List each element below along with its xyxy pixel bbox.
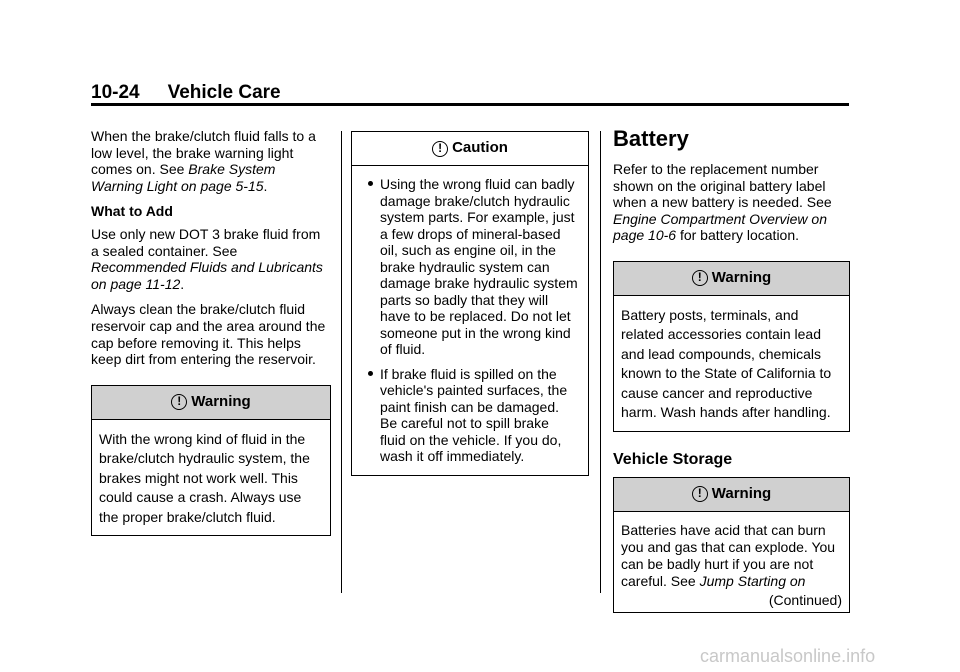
section-title: Vehicle Care: [167, 82, 281, 103]
jump-starting-ref: Jump Starting on: [699, 572, 806, 589]
caution-bullet-2: If brake fluid is spilled on the vehicle's painted surfaces, the paint finish can be damaged. Be careful not to spill brake fluid on the vehicle. If you do, wash it off immediately.: [362, 366, 578, 465]
battery-paragraph: Refer to the replacement number shown on the original battery label when a new battery is needed. See Engine Compartment Overview on page 10-6 for battery location.: [613, 161, 832, 244]
warning-body: Battery posts, terminals, and related accessories contain lead and lead compounds, chemicals known to the State of California to cause cancer and reproductive harm. Wash hands after handling.: [621, 306, 832, 421]
column-divider-2: [600, 131, 601, 593]
watermark: carmanualsonline.info: [700, 646, 876, 666]
column-2: [351, 131, 589, 476]
battery-lead-warning-box: [613, 261, 850, 432]
caution-icon: !: [432, 141, 448, 157]
page-header: [91, 82, 281, 104]
brake-fluid-warning-box: [91, 385, 331, 537]
what-to-add-heading: What to Add: [91, 203, 173, 220]
warning-body: Batteries have acid that can burn you and gas that can explode. You can be badly hurt if you are not careful. See Jump Starting on (Continued): [621, 521, 842, 608]
warning-body: With the wrong kind of fluid in the brake/clutch hydraulic system, the brakes might not work well. This could cause a crash. Always use the proper brake/clutch fluid.: [99, 430, 310, 525]
brake-warning-light-ref: Brake System Warning Light on page 5-15: [91, 161, 276, 194]
engine-compartment-ref: Engine Compartment Overview on page 10-6: [613, 210, 827, 244]
column-divider-1: [341, 131, 342, 593]
caution-bullet-1: Using the wrong fluid can badly damage brake/clutch hydraulic system parts. For example, just a few drops of mineral-based oil, such as engine oil, in the brake hydraulic system can damage brake hydraulic system parts so badly that they will have to be replaced. Do not let someone put in the wrong kind of fluid.: [362, 176, 578, 358]
warning-header: ! Warning: [614, 478, 849, 512]
recommended-fluids-ref: Recommended Fluids and Lubricants on page 11-12: [91, 259, 323, 292]
caution-header: ! Caution: [352, 132, 588, 166]
clean-cap-paragraph: Always clean the brake/clutch fluid reservoir cap and the area around the cap before removing it. This helps keep dirt from entering the reservoir.: [91, 301, 326, 368]
column-1: [91, 128, 331, 536]
header-rule: [91, 103, 849, 106]
warning-header: ! Warning: [614, 262, 849, 296]
caution-body: [352, 166, 588, 475]
continued-label: (Continued): [768, 591, 842, 608]
warning-header: ! Warning: [92, 386, 330, 420]
column-3: [613, 127, 850, 613]
dot3-paragraph: Use only new DOT 3 brake fluid from a sealed container. See Recommended Fluids and Lubricants on page 11-12.: [91, 225, 323, 292]
warning-icon: !: [692, 486, 708, 502]
caution-box: [351, 131, 589, 476]
battery-heading: Battery: [613, 126, 689, 151]
warning-icon: !: [692, 270, 708, 286]
battery-acid-warning-box: [613, 477, 850, 613]
page-number: 10-24: [91, 82, 140, 103]
vehicle-storage-heading: Vehicle Storage: [613, 450, 733, 468]
warning-icon: !: [171, 394, 187, 410]
fluid-low-paragraph: When the brake/clutch fluid falls to a low level, the brake warning light comes on. See Brake System Warning Light on page 5-15.: [91, 128, 316, 194]
